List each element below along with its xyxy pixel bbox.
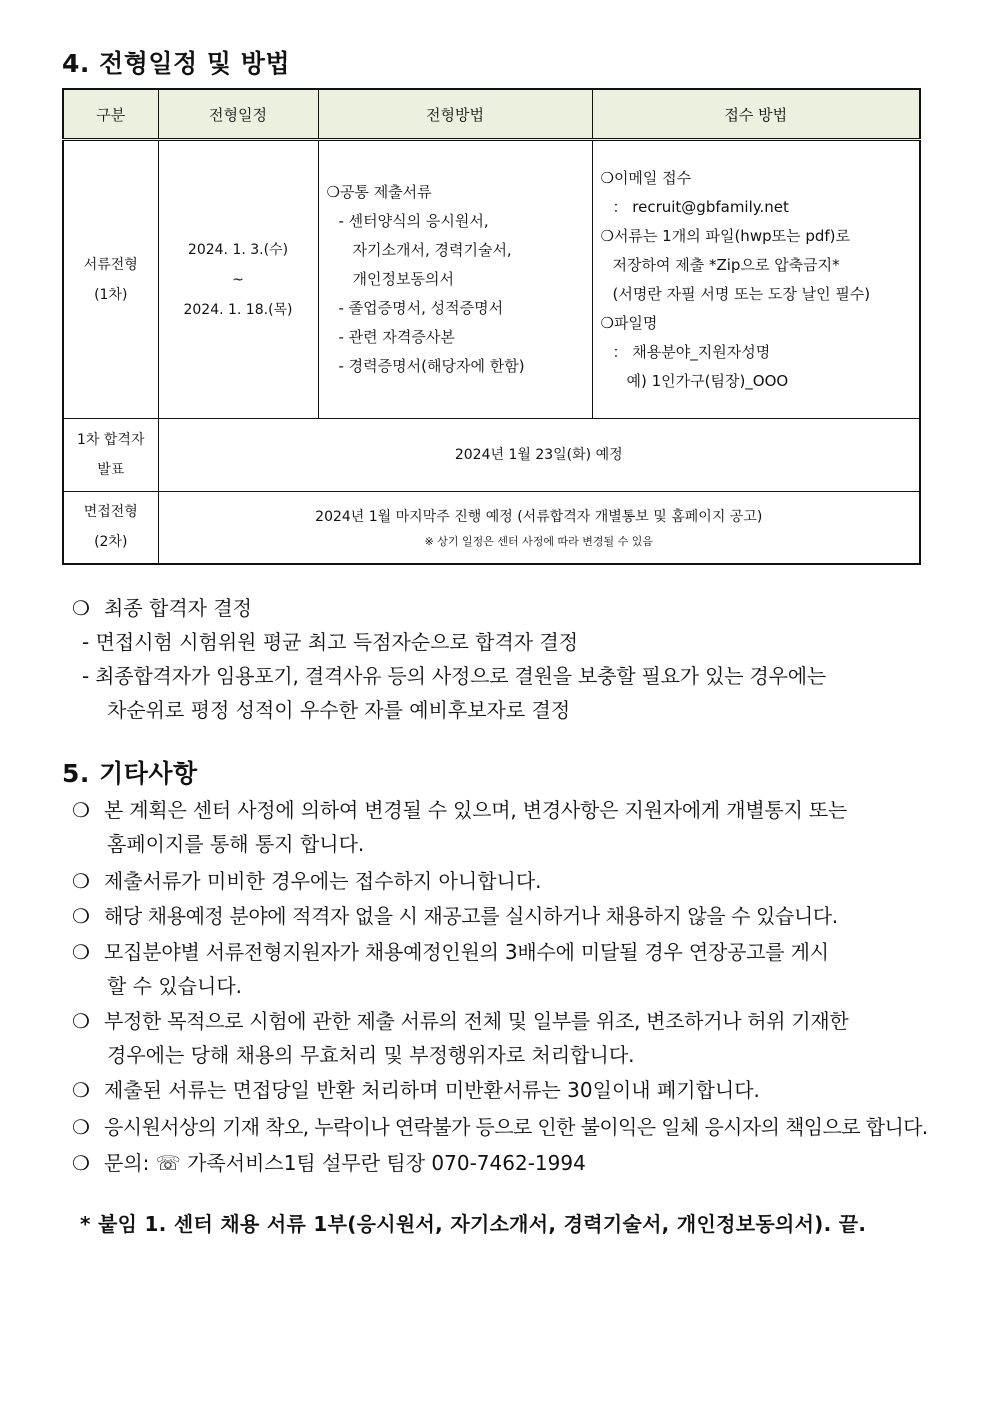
final-decision-title: 최종 합격자 결정 bbox=[104, 596, 252, 620]
item-text: 제출서류가 미비한 경우에는 접수하지 아니합니다. bbox=[104, 869, 542, 893]
receipt-line: ： 채용분야_지원자성명 bbox=[612, 342, 771, 361]
table-header-row bbox=[63, 89, 920, 140]
row3-label-line2: (2차) bbox=[94, 534, 128, 551]
table-row bbox=[63, 140, 920, 419]
item-text: 해당 채용예정 분야에 적격자 없을 시 재공고를 실시하거나 채용하지 않을 수 있습니다. bbox=[104, 904, 838, 928]
section-4-title: 4. 전형일정 및 방법 bbox=[62, 49, 291, 78]
list-item bbox=[72, 1073, 932, 1107]
list-item bbox=[72, 1004, 932, 1038]
item-text: 본 계획은 센터 사정에 의하여 변경될 수 있으며, 변경사항은 지원자에게 개별통지 또는 bbox=[104, 798, 848, 822]
item-text: 응시원서상의 기재 착오, 누락이나 연락불가 등으로 인한 불이익은 일체 응시자의 책임으로 합니다. bbox=[104, 1115, 928, 1139]
table-row bbox=[63, 419, 920, 492]
row1-dates bbox=[158, 140, 318, 419]
schedule-table bbox=[62, 88, 921, 565]
row2-label bbox=[63, 419, 158, 492]
list-item bbox=[72, 899, 932, 933]
bullet-mark: ❍ bbox=[72, 1009, 90, 1033]
list-item bbox=[72, 793, 932, 827]
row1-label bbox=[63, 140, 158, 419]
method-line: 개인정보동의서 bbox=[352, 270, 454, 288]
contact-item bbox=[72, 1146, 932, 1180]
date-end: 2024. 1. 18.(목) bbox=[183, 301, 293, 318]
row2-content: 2024년 1월 23일(화) 예정 bbox=[158, 419, 920, 492]
final-decision-item bbox=[72, 591, 932, 625]
bullet-mark: ❍ bbox=[72, 1151, 90, 1175]
final-decision-dash-2-cont: 차순위로 평정 성적이 우수한 자를 예비후보자로 결정 bbox=[107, 698, 571, 722]
row3-label-line1: 면접전형 bbox=[83, 504, 138, 521]
table-row bbox=[63, 492, 920, 564]
row1-label-line1: 서류전형 bbox=[83, 256, 138, 273]
header-schedule: 전형일정 bbox=[158, 89, 318, 140]
list-item bbox=[72, 864, 932, 898]
date-separator: ~ bbox=[232, 271, 244, 288]
row2-label-line1: 1차 합격자 bbox=[77, 432, 145, 448]
row2-label-line2: 발표 bbox=[97, 462, 125, 478]
header-category: 구분 bbox=[63, 89, 158, 140]
row1-label-line2: (1차) bbox=[94, 286, 128, 303]
receipt-email: ： recruit@gbfamily.net bbox=[612, 197, 789, 216]
receipt-line: ❍서류는 1개의 파일(hwp또는 pdf)로 bbox=[600, 226, 851, 245]
bullet-mark: ❍ bbox=[72, 798, 90, 822]
receipt-line: ❍이메일 접수 bbox=[600, 168, 692, 187]
list-item-cont: 경우에는 당해 채용의 무효처리 및 부정행위자로 처리합니다. bbox=[107, 1043, 635, 1067]
method-line: - 관련 자격증사본 bbox=[338, 328, 455, 346]
bullet-mark: ❍ bbox=[72, 1078, 90, 1102]
header-receipt: 접수 방법 bbox=[592, 89, 920, 140]
row1-method bbox=[318, 140, 592, 419]
contact-text: 문의: ☏ 가족서비스1팀 설무란 팀장 070-7462-1994 bbox=[104, 1151, 586, 1175]
row3-label bbox=[63, 492, 158, 564]
method-line: - 경력증명서(해당자에 한함) bbox=[338, 357, 525, 375]
attachment-note: * 붙임 1. 센터 채용 서류 1부(응시원서, 자기소개서, 경력기술서, 개인정보동의서). 끝. bbox=[80, 1212, 867, 1236]
list-item bbox=[72, 1110, 932, 1144]
section-5-title: 5. 기타사항 bbox=[62, 759, 198, 788]
final-decision-dash-1: - 면접시험 시험위원 평균 최고 득점자순으로 합격자 결정 bbox=[82, 630, 579, 654]
list-item-cont: 할 수 있습니다. bbox=[107, 974, 242, 998]
receipt-line: ❍파일명 bbox=[600, 313, 658, 332]
date-start: 2024. 1. 3.(수) bbox=[187, 241, 289, 258]
method-line: - 졸업증명서, 성적증명서 bbox=[338, 299, 504, 317]
list-item-cont: 홈페이지를 통해 통지 합니다. bbox=[107, 832, 365, 856]
list-item bbox=[72, 935, 932, 969]
item-text: 부정한 목적으로 시험에 관한 제출 서류의 전체 및 일부를 위조, 변조하거나 허위 기재한 bbox=[104, 1009, 849, 1033]
bullet-mark: ❍ bbox=[72, 869, 90, 893]
bullet-mark: ❍ bbox=[72, 904, 90, 928]
row3-content-text: 2024년 1월 마지막주 진행 예정 (서류합격자 개별통보 및 홈페이지 공고) bbox=[315, 509, 763, 526]
row3-content bbox=[158, 492, 920, 564]
bullet-mark: ❍ bbox=[72, 940, 90, 964]
bullet-mark: ❍ bbox=[72, 596, 90, 620]
method-line: - 센터양식의 응시원서, bbox=[338, 212, 489, 230]
header-method: 전형방법 bbox=[318, 89, 592, 140]
receipt-line: (서명란 자필 서명 또는 도장 날인 필수) bbox=[612, 284, 871, 303]
item-text: 모집분야별 서류전형지원자가 채용예정인원의 3배수에 미달될 경우 연장공고를 게시 bbox=[104, 940, 829, 964]
method-line: 자기소개서, 경력기술서, bbox=[352, 241, 512, 259]
item-text: 제출된 서류는 면접당일 반환 처리하며 미반환서류는 30일이내 폐기합니다. bbox=[104, 1078, 760, 1102]
receipt-line: 예) 1인가구(팀장)_OOO bbox=[626, 371, 789, 390]
row1-receipt bbox=[592, 140, 920, 419]
receipt-line: 저장하여 제출 *Zip으로 압축금지* bbox=[612, 255, 840, 274]
final-decision-dash-2: - 최종합격자가 임용포기, 결격사유 등의 사정으로 결원을 보충할 필요가 있는 경우에는 bbox=[82, 664, 826, 688]
row3-note: ※ 상기 일정은 센터 사정에 따라 변경될 수 있음 bbox=[424, 535, 653, 549]
bullet-mark: ❍ bbox=[72, 1115, 90, 1139]
method-line: ❍공통 제출서류 bbox=[326, 183, 432, 201]
